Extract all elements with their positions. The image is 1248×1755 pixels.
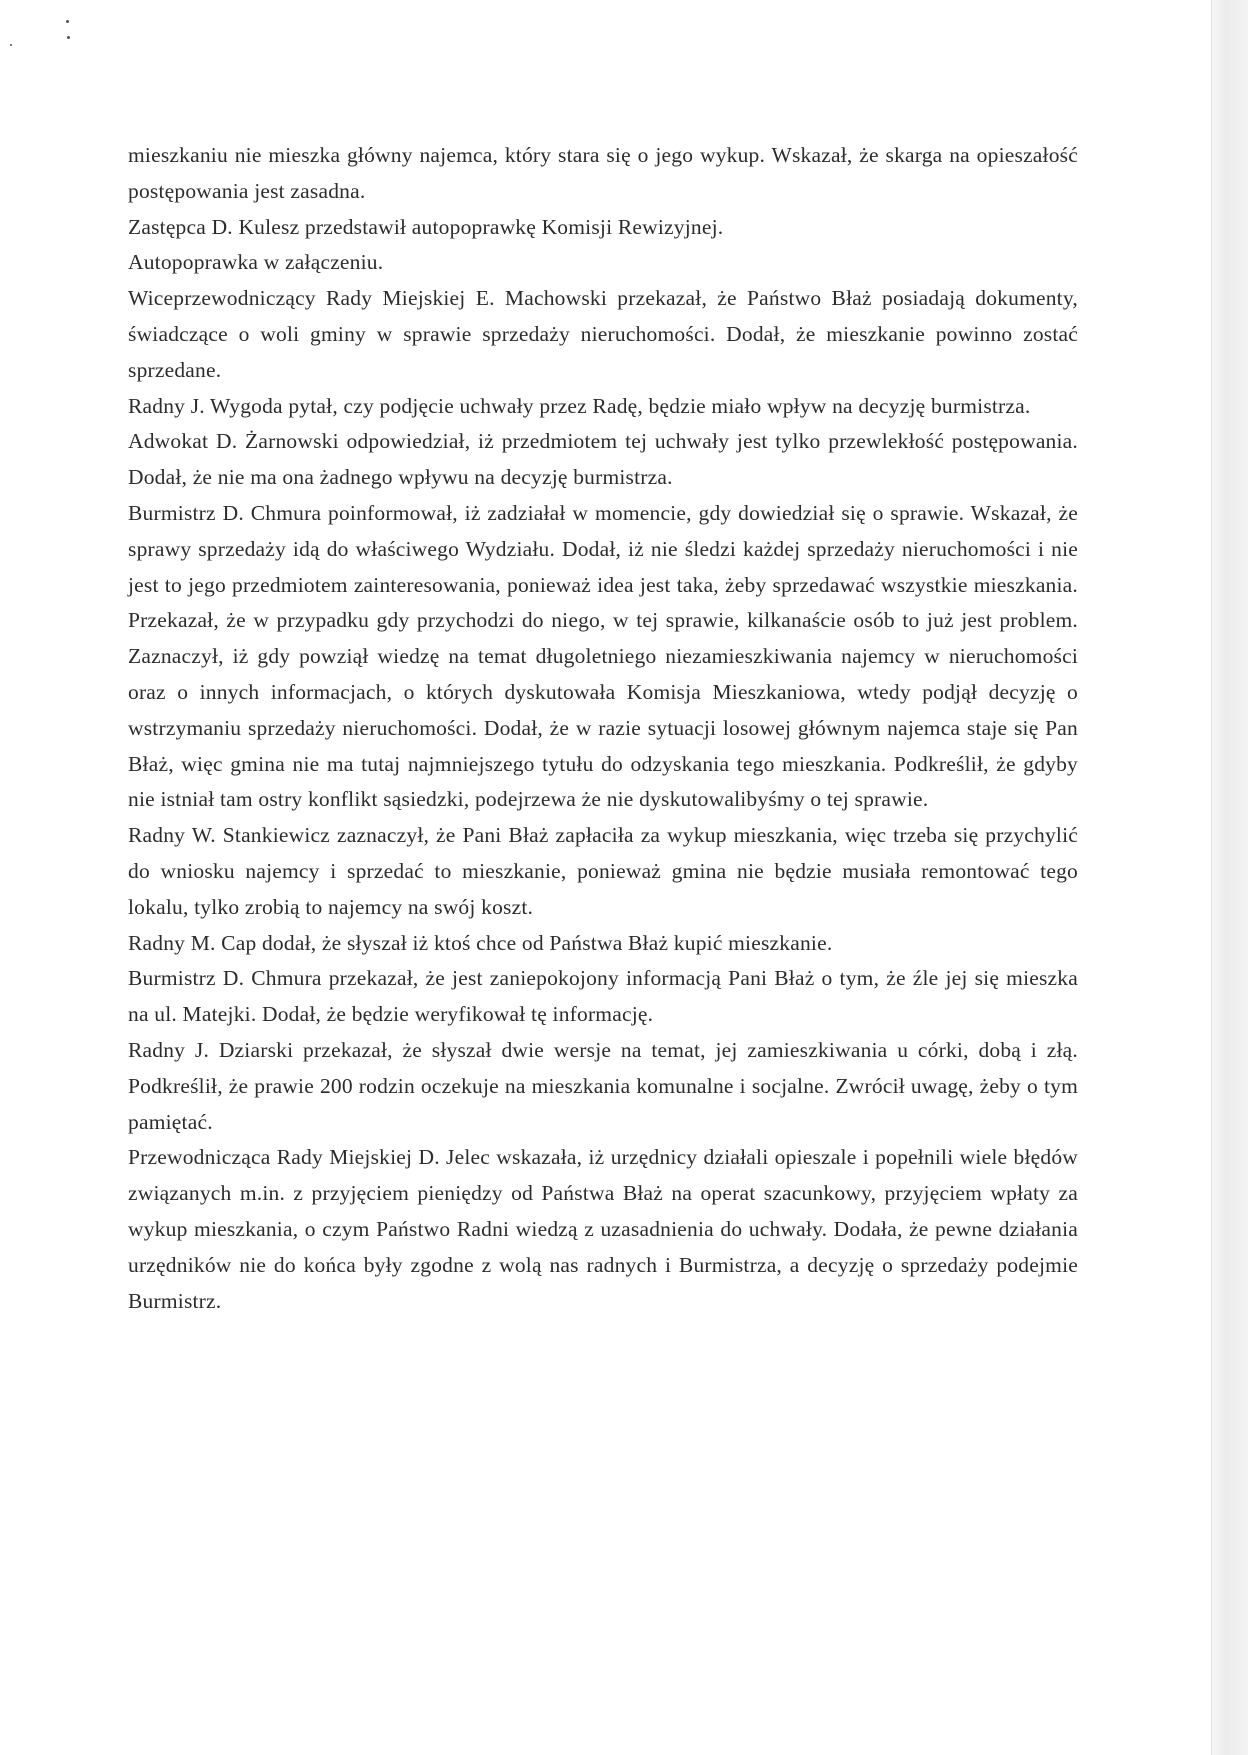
paragraph: Autopoprawka w załączeniu. xyxy=(128,250,384,275)
paragraph: Burmistrz D. Chmura przekazał, że jest zaniepokojony informacją Pani Błaż o tym, że źle jej się mieszka na ul. Matejki. Dodał, że będzie weryfikował tę informację. xyxy=(128,966,1078,1027)
paragraph: Przewodnicząca Rady Miejskiej D. Jelec wskazała, iż urzędnicy działali opieszale i popełnili wiele błędów związanych m.in. z przyjęciem pieniędzy od Państwa Błaż na operat szacunkowy, przyjęciem wpłaty za wykup mieszkania, o czym Państwo Radni wiedzą z uzasadnienia do uchwały. Dodała, że pewne działania urzędników nie do końca były zgodne z wolą nas radnych i Burmistrza, a decyzję o sprzedaży podejmie Burmistrz. xyxy=(128,1145,1078,1313)
paragraph: Radny J. Dziarski przekazał, że słyszał dwie wersje na temat, jej zamieszkiwania u córki, dobą i złą. Podkreślił, że prawie 200 rodzin oczekuje na mieszkania komunalne i socjalne. Zwrócił uwagę, żeby o tym pamiętać. xyxy=(128,1037,1078,1134)
paragraph: Zastępca D. Kulesz przedstawił autopoprawkę Komisji Rewizyjnej. xyxy=(128,214,724,239)
paragraph: Adwokat D. Żarnowski odpowiedział, iż przedmiotem tej uchwały jest tylko przewlekłość postępowania. Dodał, że nie ma ona żadnego wpływu na decyzję burmistrza. xyxy=(128,429,1078,490)
scan-speck xyxy=(66,20,69,23)
scan-edge-shadow xyxy=(1212,0,1248,1755)
scan-edge-line xyxy=(1211,0,1212,1755)
paragraph: Radny W. Stankiewicz zaznaczył, że Pani Błaż zapłaciła za wykup mieszkania, więc trzeba się przychylić do wniosku najemcy i sprzedać to mieszkanie, ponieważ gmina nie będzie musiała remontować tego lokalu, tylko zrobią to najemcy na swój koszt. xyxy=(128,823,1078,919)
paragraph: Burmistrz D. Chmura poinformował, iż zadziałał w momencie, gdy dowiedział się o sprawie. Wskazał, że sprawy sprzedaży idą do właściwego Wydziału. Dodał, iż nie śledzi każdej sprzedaży nieruchomości i nie jest to jego przedmiotem zainteresowania, ponieważ idea jest taka, żeby sprzedawać wszystkie mieszkania. Przekazał, że w przypadku gdy przychodzi do niego, w tej sprawie, kilkanaście osób to już jest problem. Zaznaczył, iż gdy powziął wiedzę na temat długoletniego niezamieszkiwania najemcy w nieruchomości oraz o innych informacjach, o których dyskutowała Komisja Mieszkaniowa, wtedy podjął decyzję o wstrzymaniu sprzedaży nieruchomości. Dodał, że w razie sytuacji losowej głównym najemca staje się Pan Błaż, więc gmina nie ma tutaj najmniejszego tytułu do odzyskania tego mieszkania. Podkreślił, że gdyby nie istniał tam ostry konflikt sąsiedzki, podejrzewa że nie dyskutowalibyśmy o tej sprawie. xyxy=(128,500,1078,812)
document-page xyxy=(128,138,1078,1319)
paragraph: mieszkaniu nie mieszka główny najemca, który stara się o jego wykup. Wskazał, że skarga na opieszałość postępowania jest zasadna. xyxy=(128,143,1078,203)
paragraph: Radny M. Cap dodał, że słyszał iż ktoś chce od Państwa Błaż kupić mieszkanie. xyxy=(128,930,833,955)
scan-speck xyxy=(10,44,12,46)
paragraph: Radny J. Wygoda pytał, czy podjęcie uchwały przez Radę, będzie miało wpływ na decyzję burmistrza. xyxy=(128,393,1031,418)
scan-speck xyxy=(67,36,70,39)
paragraph: Wiceprzewodniczący Rady Miejskiej E. Machowski przekazał, że Państwo Błaż posiadają dokumenty, świadczące o woli gminy w sprawie sprzedaży nieruchomości. Dodał, że mieszkanie powinno zostać sprzedane. xyxy=(128,286,1078,382)
